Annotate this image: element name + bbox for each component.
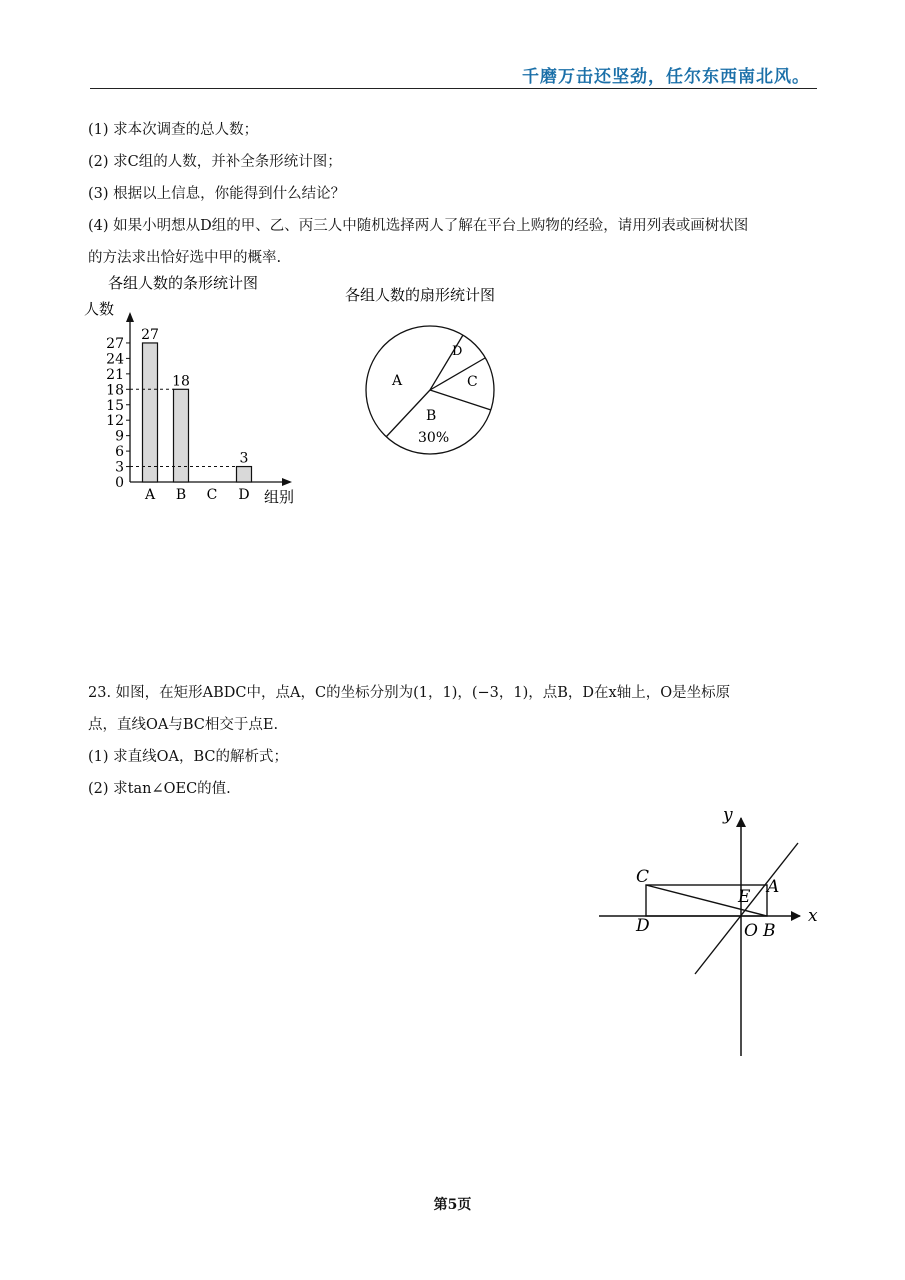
header-rule	[90, 88, 817, 89]
bar-chart-title: 各组人数的条形统计图	[108, 274, 259, 292]
y-tick-label: 21	[106, 366, 124, 383]
pie-label-d: D	[452, 344, 463, 359]
y-tick-label: 15	[106, 397, 124, 414]
bar-chart-plot	[106, 312, 292, 503]
y-tick-label: 18	[106, 382, 124, 399]
bar-chart-ylabel: 人数	[84, 300, 115, 318]
label-o: O	[744, 921, 758, 941]
bar-y-axis-arrow	[126, 312, 134, 322]
y-tick-label: 24	[106, 351, 124, 368]
pie-chart-title: 各组人数的扇形统计图	[345, 286, 496, 304]
bar-value-label: 18	[172, 373, 190, 390]
bar-value-label: 27	[141, 326, 159, 343]
y-tick-label: 9	[115, 428, 124, 445]
label-x: x	[808, 906, 818, 926]
page-number: 第5页	[433, 1197, 472, 1213]
pie-annotation-b: 30%	[418, 430, 450, 446]
y-tick-label: 27	[106, 335, 124, 352]
bar-x-axis-arrow	[282, 478, 292, 486]
x-category-label: C	[206, 487, 218, 503]
bar-d	[237, 467, 252, 482]
label-d: D	[636, 916, 650, 936]
bar-value-label: 3	[239, 450, 249, 467]
q22-part1: (1) 求本次调查的总人数；	[88, 122, 259, 138]
q22-part3: (3) 根据以上信息，你能得到什么结论？	[88, 186, 346, 202]
y-tick-label: 12	[106, 413, 124, 430]
label-b: B	[763, 921, 776, 941]
label-e: E	[738, 887, 751, 907]
pie-radius-c-bottom	[430, 390, 491, 410]
x-category-label: A	[144, 487, 156, 503]
pie-chart	[340, 278, 540, 468]
y-tick-label: 0	[115, 475, 124, 491]
bar-chart-xlabel: 组别	[264, 488, 295, 506]
y-tick-label: 3	[115, 459, 124, 476]
q23-part2: (2) 求tan∠OEC的值.	[88, 781, 231, 797]
q22-part4-line1: (4) 如果小明想从D组的甲、乙、丙三人中随机选择两人了解在平台上购物的经验，请用列表或画树状图	[88, 218, 749, 234]
pie-label-c: C	[467, 374, 478, 390]
pie-label-a: A	[392, 373, 403, 389]
label-y: y	[723, 805, 733, 825]
q23-stem-line2: 点，直线OA与BC相交于点E.	[88, 717, 279, 733]
geometry-figure	[595, 800, 835, 1060]
bar-b	[174, 389, 189, 482]
label-a: A	[767, 877, 780, 897]
label-c: C	[636, 867, 650, 887]
bar-a	[143, 343, 158, 482]
pie-label-b: B	[426, 408, 437, 424]
q22-part2: (2) 求C组的人数，并补全条形统计图；	[88, 154, 342, 170]
q23-stem-line1: 23. 如图，在矩形ABDC中，点A，C的坐标分别为(1，1)，(−3，1)，点B，D在x轴上，O是坐标原	[88, 685, 731, 701]
line-oa	[695, 843, 798, 974]
x-category-label: D	[238, 487, 250, 503]
q22-part4-line2: 的方法求出恰好选中甲的概率.	[88, 250, 282, 266]
y-tick-label: 6	[115, 444, 124, 461]
x-category-label: B	[175, 487, 187, 503]
bar-chart	[80, 268, 340, 513]
q23-part1: (1) 求直线OA，BC的解析式；	[88, 749, 289, 765]
header-motto: 千磨万击还坚劲，任尔东西南北风。	[522, 67, 810, 87]
